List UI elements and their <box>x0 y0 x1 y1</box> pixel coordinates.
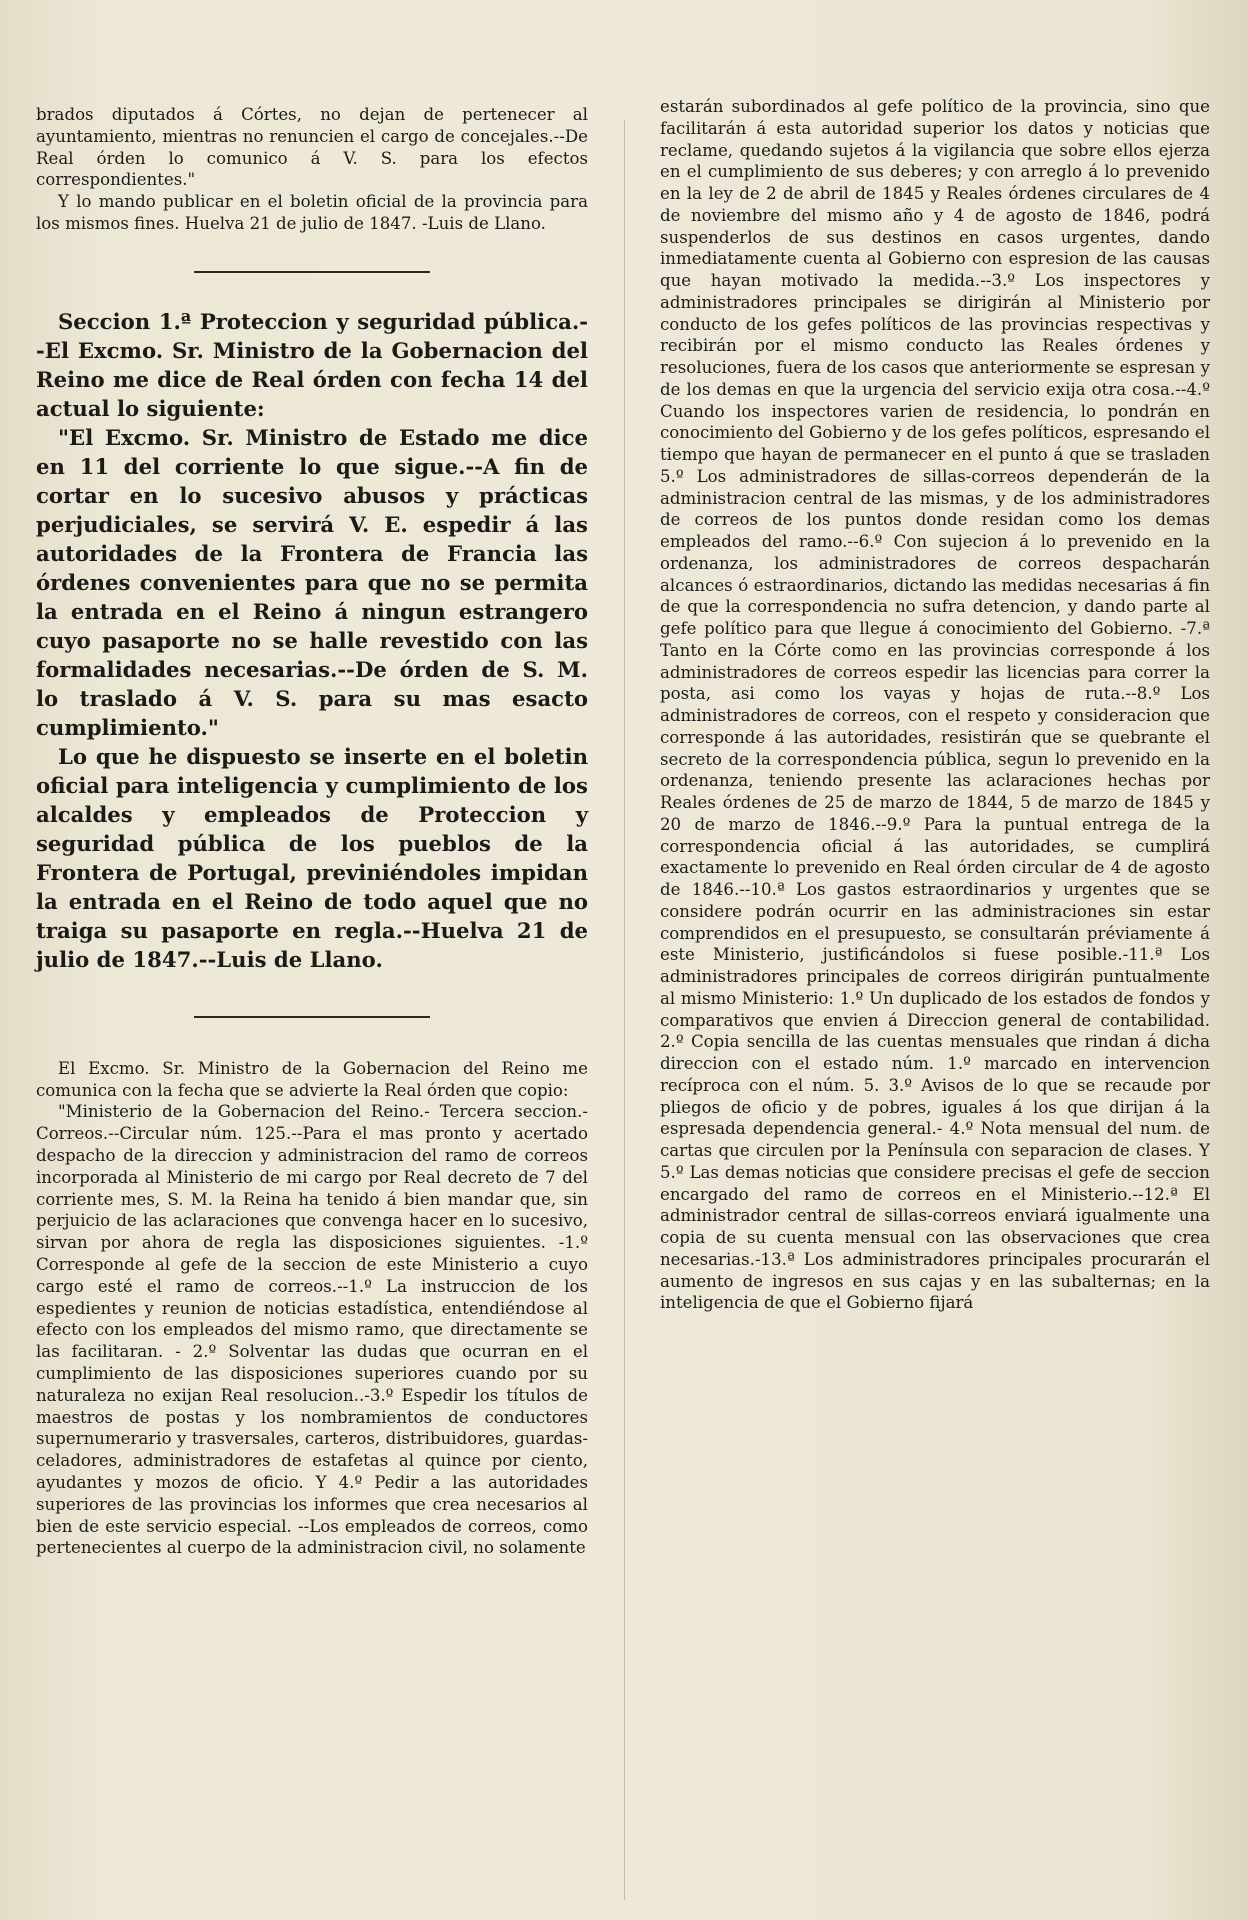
intro-publication: Y lo mando publicar en el boletin oficial de la provincia para los mismos fines. Huelva 21 de julio de 1847. -Luis de Llano. <box>36 192 588 233</box>
section-quote: "El Excmo. Sr. Ministro de Estado me dice en 11 del corriente lo que sigue.--A fin de cortar en lo sucesivo abusos y prácticas perjudiciales, se servirá V. E. espedir á las autoridades de la Frontera de Francia las órdenes convenientes para que no se permita la entrada en el Reino á ningun estrangero cuyo pasaporte no se halle revestido con las formalidades necesarias.--De órden de S. M. lo traslado á V. S. para su mas esacto cumplimiento." <box>36 424 588 740</box>
order-body: "Ministerio de la Gobernacion del Reino.- Tercera seccion.- Correos.--Circular núm. 125.--Para el mas pronto y acertado despacho de la direccion y administracion del ramo de correos incorporada al Ministerio de mi cargo por Real decreto de 7 del corriente mes, S. M. la Reina ha tenido á bien mandar que, sin perjuicio de las aclaraciones que convenga hacer en lo sucesivo, sirvan por ahora de regla las disposiciones siguientes. -1.º Corresponde al gefe de la seccion de este Ministerio a cuyo cargo esté el ramo de correos.--1.º La instruccion de los espedientes y reunion de noticias estadística, entendiéndose al efecto con los empleados del mismo ramo, que directamente se las facilitaran. - 2.º Solventar las dudas que ocurran en el cumplimiento de las disposiciones superiores cuando por su naturaleza no exijan Real resolucion..-3.º Espedir los títulos de maestros de postas y los nombramientos de conductores supernumerario y trasversales, carteros, distribuidores, guardas-celadores, administradores de estafetas al quince por ciento, ayudantes y mozos de oficio. Y 4.º Pedir a las autoridades superiores de las provincias los informes que crea necesarios al bien de este servicio especial. --Los empleados de correos, como pertenecientes al cuerpo de la administracion civil, no solamente <box>36 1102 588 1558</box>
section-separator <box>194 271 430 273</box>
order-intro: El Excmo. Sr. Ministro de la Gobernacion del Reino me comunica con la fecha que se advierte la Real órden que copio: <box>36 1058 588 1100</box>
intro-paragraph: brados diputados á Córtes, no dejan de pertenecer al ayuntamiento, mientras no renuncien el cargo de concejales.--De Real órden lo comunico á V. S. para los efectos correspondientes." <box>36 105 588 190</box>
left-column <box>36 104 588 1559</box>
right-column <box>660 96 1210 1314</box>
section-heading: Seccion 1.ª Proteccion y seguridad pública.--El Excmo. Sr. Ministro de la Gobernacion del Reino me dice de Real órden con fecha 14 del actual lo siguiente: <box>36 308 588 421</box>
column-divider <box>624 120 625 1900</box>
section-separator <box>194 1016 430 1018</box>
order-body-continuation: estarán subordinados al gefe político de la provincia, sino que facilitarán á esta autoridad superior los datos y noticias que reclame, quedando sujetos á la vigilancia que sobre ellos ejerza en el cumplimiento de sus deberes; y con arreglo á lo prevenido en la ley de 2 de abril de 1845 y Reales órdenes circulares de 4 de noviembre del mismo año y 4 de agosto de 1846, podrá suspenderlos de sus destinos en casos urgentes, dando inmediatamente cuenta al Gobierno con espresion de las causas que hayan motivado la medida.--3.º Los inspectores y administradores principales se dirigirán al Ministerio por conducto de los gefes políticos de las provincias respectivas y recibirán por el mismo conducto las Reales órdenes y resoluciones, fuera de los casos que anteriormente se espresan y de los demas en que la urgencia del servicio exija otra cosa.--4.º Cuando los inspectores varien de residencia, lo pondrán en conocimiento del Gobierno y de los gefes políticos, espresando el tiempo que hayan de permanecer en el punto á que se trasladen 5.º Los administradores de sillas-correos dependerán de la administracion central de las mismas, y de los administradores de correos de los puntos donde residan como los demas empleados del ramo.--6.º Con sujecion á lo prevenido en la ordenanza, los administradores de correos despacharán alcances ó estraordinarios, dictando las medidas necesarias á fin de que la correspondencia no sufra detencion, y dando parte al gefe político para que llegue á conocimiento del Gobierno. -7.ª Tanto en la Córte como en las provincias corresponde á los administradores de correos espedir las licencias para correr la posta, asi como los vayas y hojas de ruta.--8.º Los administradores de correos, con el respeto y consideracion que corresponde á las autoridades, resistirán que se quebrante el secreto de la correspondencia pública, segun lo prevenido en la ordenanza, teniendo presente las aclaraciones hechas por Reales órdenes de 25 de marzo de 1844, 5 de marzo de 1845 y 20 de marzo de 1846.--9.º Para la puntual entrega de la correspondencia oficial á las autoridades, se cumplirá exactamente lo prevenido en Real órden circular de 4 de agosto de 1846.--10.ª Los gastos estraordinarios y urgentes que se considere podrán ocurrir en las administraciones sin estar comprendidos en el presupuesto, se consultarán préviamente á este Ministerio, justificándolos si fuese posible.-11.ª Los administradores principales de correos dirigirán puntualmente al mismo Ministerio: 1.º Un duplicado de los estados de fondos y comparativos que envien á Direccion general de contabilidad. 2.º Copia sencilla de las cuentas mensuales que rindan á dicha direccion con el estado núm. 1.º marcado en intervencion recíproca con el núm. 5. 3.º Avisos de lo que se recaude por pliegos de oficio y de pobres, iguales á los que dirijan á la espresada dependencia general.- 4.º Nota mensual del num. de cartas que circulen por la Península con separacion de clases. Y 5.º Las demas noticias que considere precisas el gefe de seccion encargado del ramo de correos en el Ministerio.--12.ª El administrador central de sillas-correos enviará igualmente una copia de su cuenta mensual con las observaciones que crea necesarias.-13.ª Los administradores principales procurarán el aumento de ingresos en sus cajas y en las subalternas; en la inteligencia de que el Gobierno fijará <box>660 97 1210 1313</box>
section-closing: Lo que he dispuesto se inserte en el boletin oficial para inteligencia y cumplimiento de los alcaldes y empleados de Proteccion y seguridad pública de los pueblos de la Frontera de Portugal, previniéndoles impidan la entrada en el Reino de todo aquel que no traiga su pasaporte en regla.--Huelva 21 de julio de 1847.--Luis de Llano. <box>36 743 588 972</box>
